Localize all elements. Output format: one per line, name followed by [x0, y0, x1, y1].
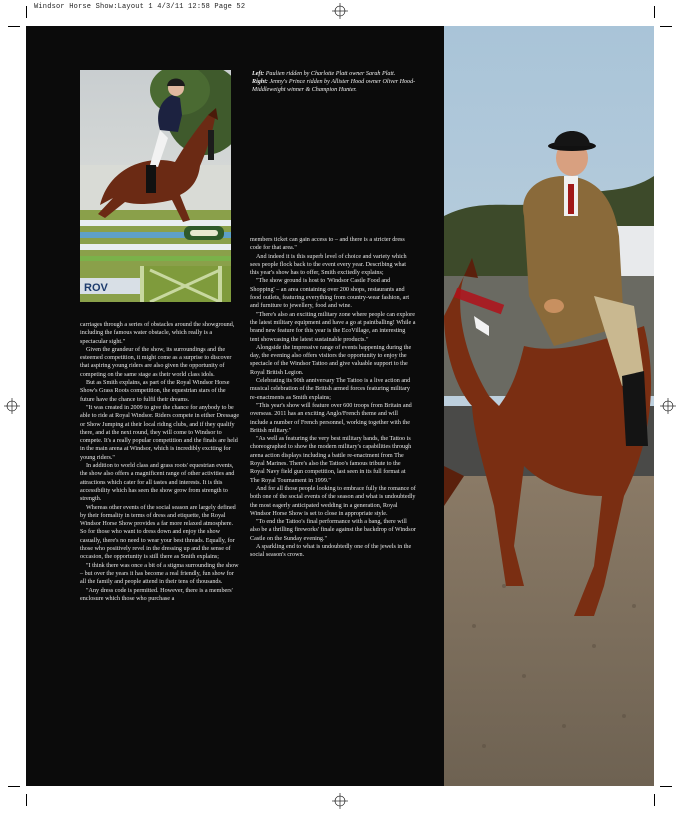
article-column-1 — [80, 321, 240, 603]
paragraph: "As well as featuring the very best military bands, the Tattoo is choreographed to show the modern military's capabilities through arena action displays including a battle re-enactment from The Royal Marines. There's also the Tattoo's famous tribute to the Royal Navy field gun competition, last seen in its full format at The Royal Tournament in 1999." — [250, 436, 412, 484]
registration-mark-left — [4, 398, 20, 414]
crop-mark — [26, 794, 27, 806]
registration-mark-right — [660, 398, 676, 414]
paragraph: members ticket can gain access to – and there is a stricter dress code for that area." — [250, 237, 405, 252]
paragraph: And indeed it is this superb level of choice and variety which sees people flock back to the event every year. Describing what this year's show has to offer, Smith excitedly explains; — [250, 253, 407, 277]
paragraph: "Any dress code is permitted. However, there is a members' enclosure which those who purchase a — [80, 587, 233, 602]
caption-right-text: Jenny's Prince ridden by Allister Hood owner Oliver Hood- Middleweight winner & Champion Hunter. — [252, 79, 416, 93]
paragraph: "The show ground is host to 'Windsor Castle Food and Shopping' – an area containing over 200 shops, restaurants and food outlets, featuring everything from country-wear fashion, art and furniture to jewellery, food and wine. — [250, 278, 410, 310]
paragraph: A sparkling end to what is undoubtedly one of the jewels in the social season's crown. — [250, 543, 412, 559]
caption-left-text: Paulien ridden by Charlotte Platt owner Sarah Platt. — [264, 71, 396, 77]
paragraph: Celebrating its 90th anniversary The Tattoo is a live action and musical celebration of the British armed forces featuring military re-enactments as Smith explains; — [250, 378, 411, 401]
registration-mark-bottom — [332, 793, 348, 809]
show-hunter-rider-photo — [444, 26, 654, 786]
paragraph: In addition to world class and grass roots' equestrian events, the show also offers a magnificent range of other activities and attractions which cater for all tastes and interests. It is this accessibility which has seen the show grow from strength to strength. — [80, 463, 235, 503]
photo-caption — [252, 70, 417, 94]
paragraph: Given the grandeur of the show, its surroundings and the esteemed competition, it might come as a surprise to discover that aspiring young riders are also given the opportunity of competing on the same stage as their world class idols. — [80, 346, 232, 378]
paragraph: Alongside the impressive range of events happening during the day, the evening also offers visitors the opportunity to enjoy the spectacle of the Windsor Tattoo and give valuable support to the Royal British Legion. — [250, 344, 412, 376]
crop-mark — [660, 786, 672, 787]
crop-mark — [8, 786, 20, 787]
registration-mark-top — [332, 3, 348, 19]
paragraph: "This year's show will feature over 600 troops from Britain and overseas. 2011 has an exciting Anglo/French theme and will include a number of French personnel, working together with the British military." — [250, 402, 412, 434]
article-column-2 — [250, 236, 416, 560]
paragraph: "I think there was once a bit of a stigma surrounding the show – but over the years it has become a real friendly, fun show for all the family and people attend in their tens of thousands. — [80, 562, 239, 586]
paragraph: But as Smith explains, as part of the Royal Windsor Horse Show's Grass Roots competition, the equestrian stars of the future have the chance to fulfil their dreams. — [80, 380, 230, 403]
caption-left-label: Left: — [252, 71, 265, 77]
paragraph: carriages through a series of obstacles around the showground, including the famous water obstacle, which really is a spectacular sight." — [80, 322, 235, 345]
paragraph: "There's also an exciting military zone where people can explore the latest military equipment and have a go at paintballing! While a brand new feature for this year is the EcoVillage, an interesting tent showcasing the latest sustainable products." — [250, 311, 416, 343]
paragraph: And for all those people looking to embrace fully the romance of both one of the social events of the season and what is undoubtedly the most eagerly anticipated wedding in a generation, Royal Windsor Horse Show is set to close in appropriate style. — [250, 485, 416, 517]
crop-mark — [660, 26, 672, 27]
paragraph: "To end the Tattoo's final performance with a bang, there will also be a thrilling fireworks' finale against the backdrop of Windsor Castle on the Sunday evening." — [250, 519, 416, 542]
crop-mark — [26, 6, 27, 18]
crop-mark — [654, 794, 655, 806]
print-slug: Windsor Horse Show:Layout 1 4/3/11 12:58 Page 52 — [34, 3, 246, 11]
caption-right-label: Right: — [252, 79, 268, 85]
crop-mark — [8, 26, 20, 27]
svg-text:ROV: ROV — [84, 282, 108, 294]
paragraph: Whereas other events of the social season are largely defined by their formality in terms of dress and etiquette, the Royal Windsor Horse Show provides a far more relaxed atmosphere. So for those who want to dress down and enjoy the show casually, there's no need to wear your best threads. Equally, for those who positively revel in the dressing up and the sense of occasion, the opportunity is still there as Smith explains; — [80, 504, 236, 561]
show-jumper-photo — [80, 70, 231, 302]
crop-mark — [654, 6, 655, 18]
paragraph: "It was created in 2009 to give the chance for anybody to be able to ride at Royal Windsor. Riders compete in either Dressage or Show Jumping at their local riding clubs, and if they qualify there, and at the next round, they will come to Windsor to compete. It's a really popular competition and the finals are held in the main arena at Windsor, which is incredibly exciting for young riders." — [80, 404, 240, 461]
